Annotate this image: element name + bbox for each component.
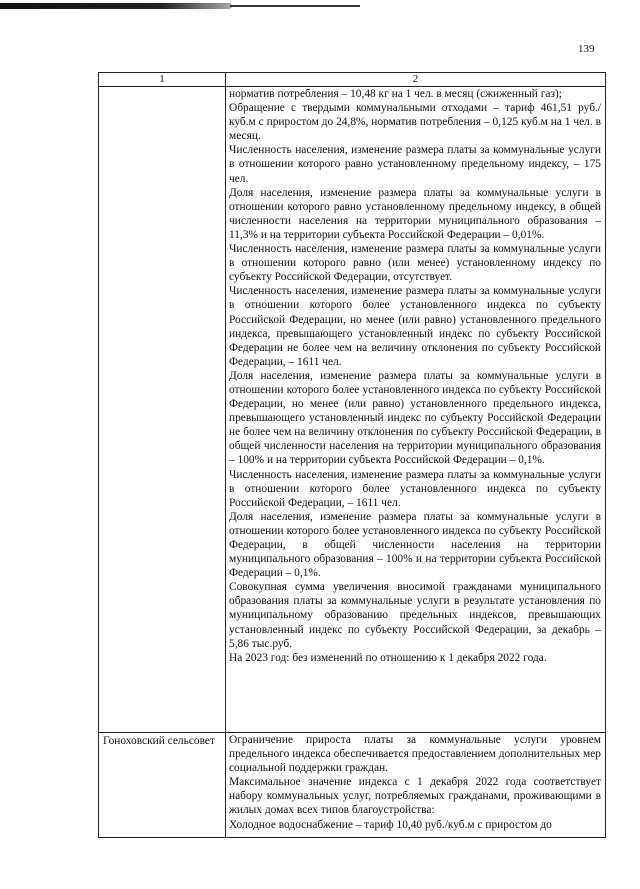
table-row [99,87,606,733]
region-cell [99,733,226,838]
scan-artifact-bar [0,3,232,9]
paragraph: Доля населения, изменение размера платы за коммунальные услуги в отношении которого более установленного индекса по субъекту Российской Федерации, в общей численности населения на территории муниципального образования – 100% и на территории субъекта Российской Федерации – 0,1%. [229,510,601,580]
paragraph: Доля населения, изменение размера платы за коммунальные услуги в отношении которого равно установленному предельному индексу, в общей численности населения на территории муниципального образования – 11,3% и на территории субъекта Российской Федерации – 0,01%. [229,186,601,241]
region-name [99,87,225,89]
document-table [98,72,606,838]
column-header-2: 2 [226,73,606,87]
paragraph: Обращение с твердыми коммунальными отходами – тариф 461,51 руб./куб.м с приростом до 24,8%, норматив потребления – 0,125 куб.м на 1 чел. в месяц. [229,102,601,143]
description-cell [226,87,606,733]
table-header-row [99,73,606,87]
paragraph: Максимальное значение индекса с 1 декабря 2022 года соответствует набору коммунальных услуг, потребляемых гражданами, проживающими в жилых домах всех типов благоустройства: [229,776,601,817]
paragraph: Холодное водоснабжение – тариф 10,40 руб./куб.м с приростом до [229,818,552,831]
table-row [99,733,606,838]
page-number: 139 [578,43,595,55]
description-cell [226,733,606,838]
paragraph: Численность населения, изменение размера платы за коммунальные услуги в отношении которого равно (или менее) установленному индексу по субъекту Российской Федерации, отсутствует. [229,243,601,284]
paragraph: Численность населения, изменение размера платы за коммунальные услуги в отношении которого равно установленному предельному индексу, – 175 чел. [229,144,601,185]
scan-artifact-line [230,5,360,7]
region-cell [99,87,226,733]
paragraph: Численность населения, изменение размера платы за коммунальные услуги в отношении которого более установленного индекса по субъекту Российской Федерации, но менее (или равно) установленного предельного индекса, превышающего установленный индекс по субъекту Российской Федерации не более чем на величину отклонения по субъекту Российской Федерации, – 1611 чел. [229,285,601,368]
column-header-1: 1 [99,73,226,87]
paragraph: Численность населения, изменение размера платы за коммунальные услуги в отношении которого более установленного индекса по субъекту Российской Федерации, – 1611 чел. [229,468,601,509]
paragraph: Совокупная сумма увеличения вносимой гражданами муниципального образования платы за коммунальные услуги в результате установления по муниципальному образованию предельных индексов, превышающих установленный индекс по субъекту Российской Федерации, за декабрь – 5,86 тыс.руб. [229,581,601,650]
region-name: Гоноховский сельсовет [103,735,215,747]
paragraph: Доля населения, изменение размера платы за коммунальные услуги в отношении которого более установленного индекса по субъекту Российской Федерации, но менее (или равно) установленного предельного индекса, превышающего установленный индекс по субъекту Российской Федерации не более чем на величину отклонения по субъекту Российской Федерации, в общей численности населения на территории муниципального образования – 100% и на территории субъекта Российской Федерации – 0,1%. [229,369,601,467]
paragraph: норматив потребления – 10,48 кг на 1 чел. в месяц (сжиженный газ); [229,88,562,100]
paragraph: Ограничение прироста платы за коммунальные услуги уровнем предельного индекса обеспечивается предоставлением дополнительных мер социальной поддержки граждан. [229,734,601,775]
paragraph: На 2023 год: без изменений по отношению к 1 декабря 2022 года. [229,651,547,664]
